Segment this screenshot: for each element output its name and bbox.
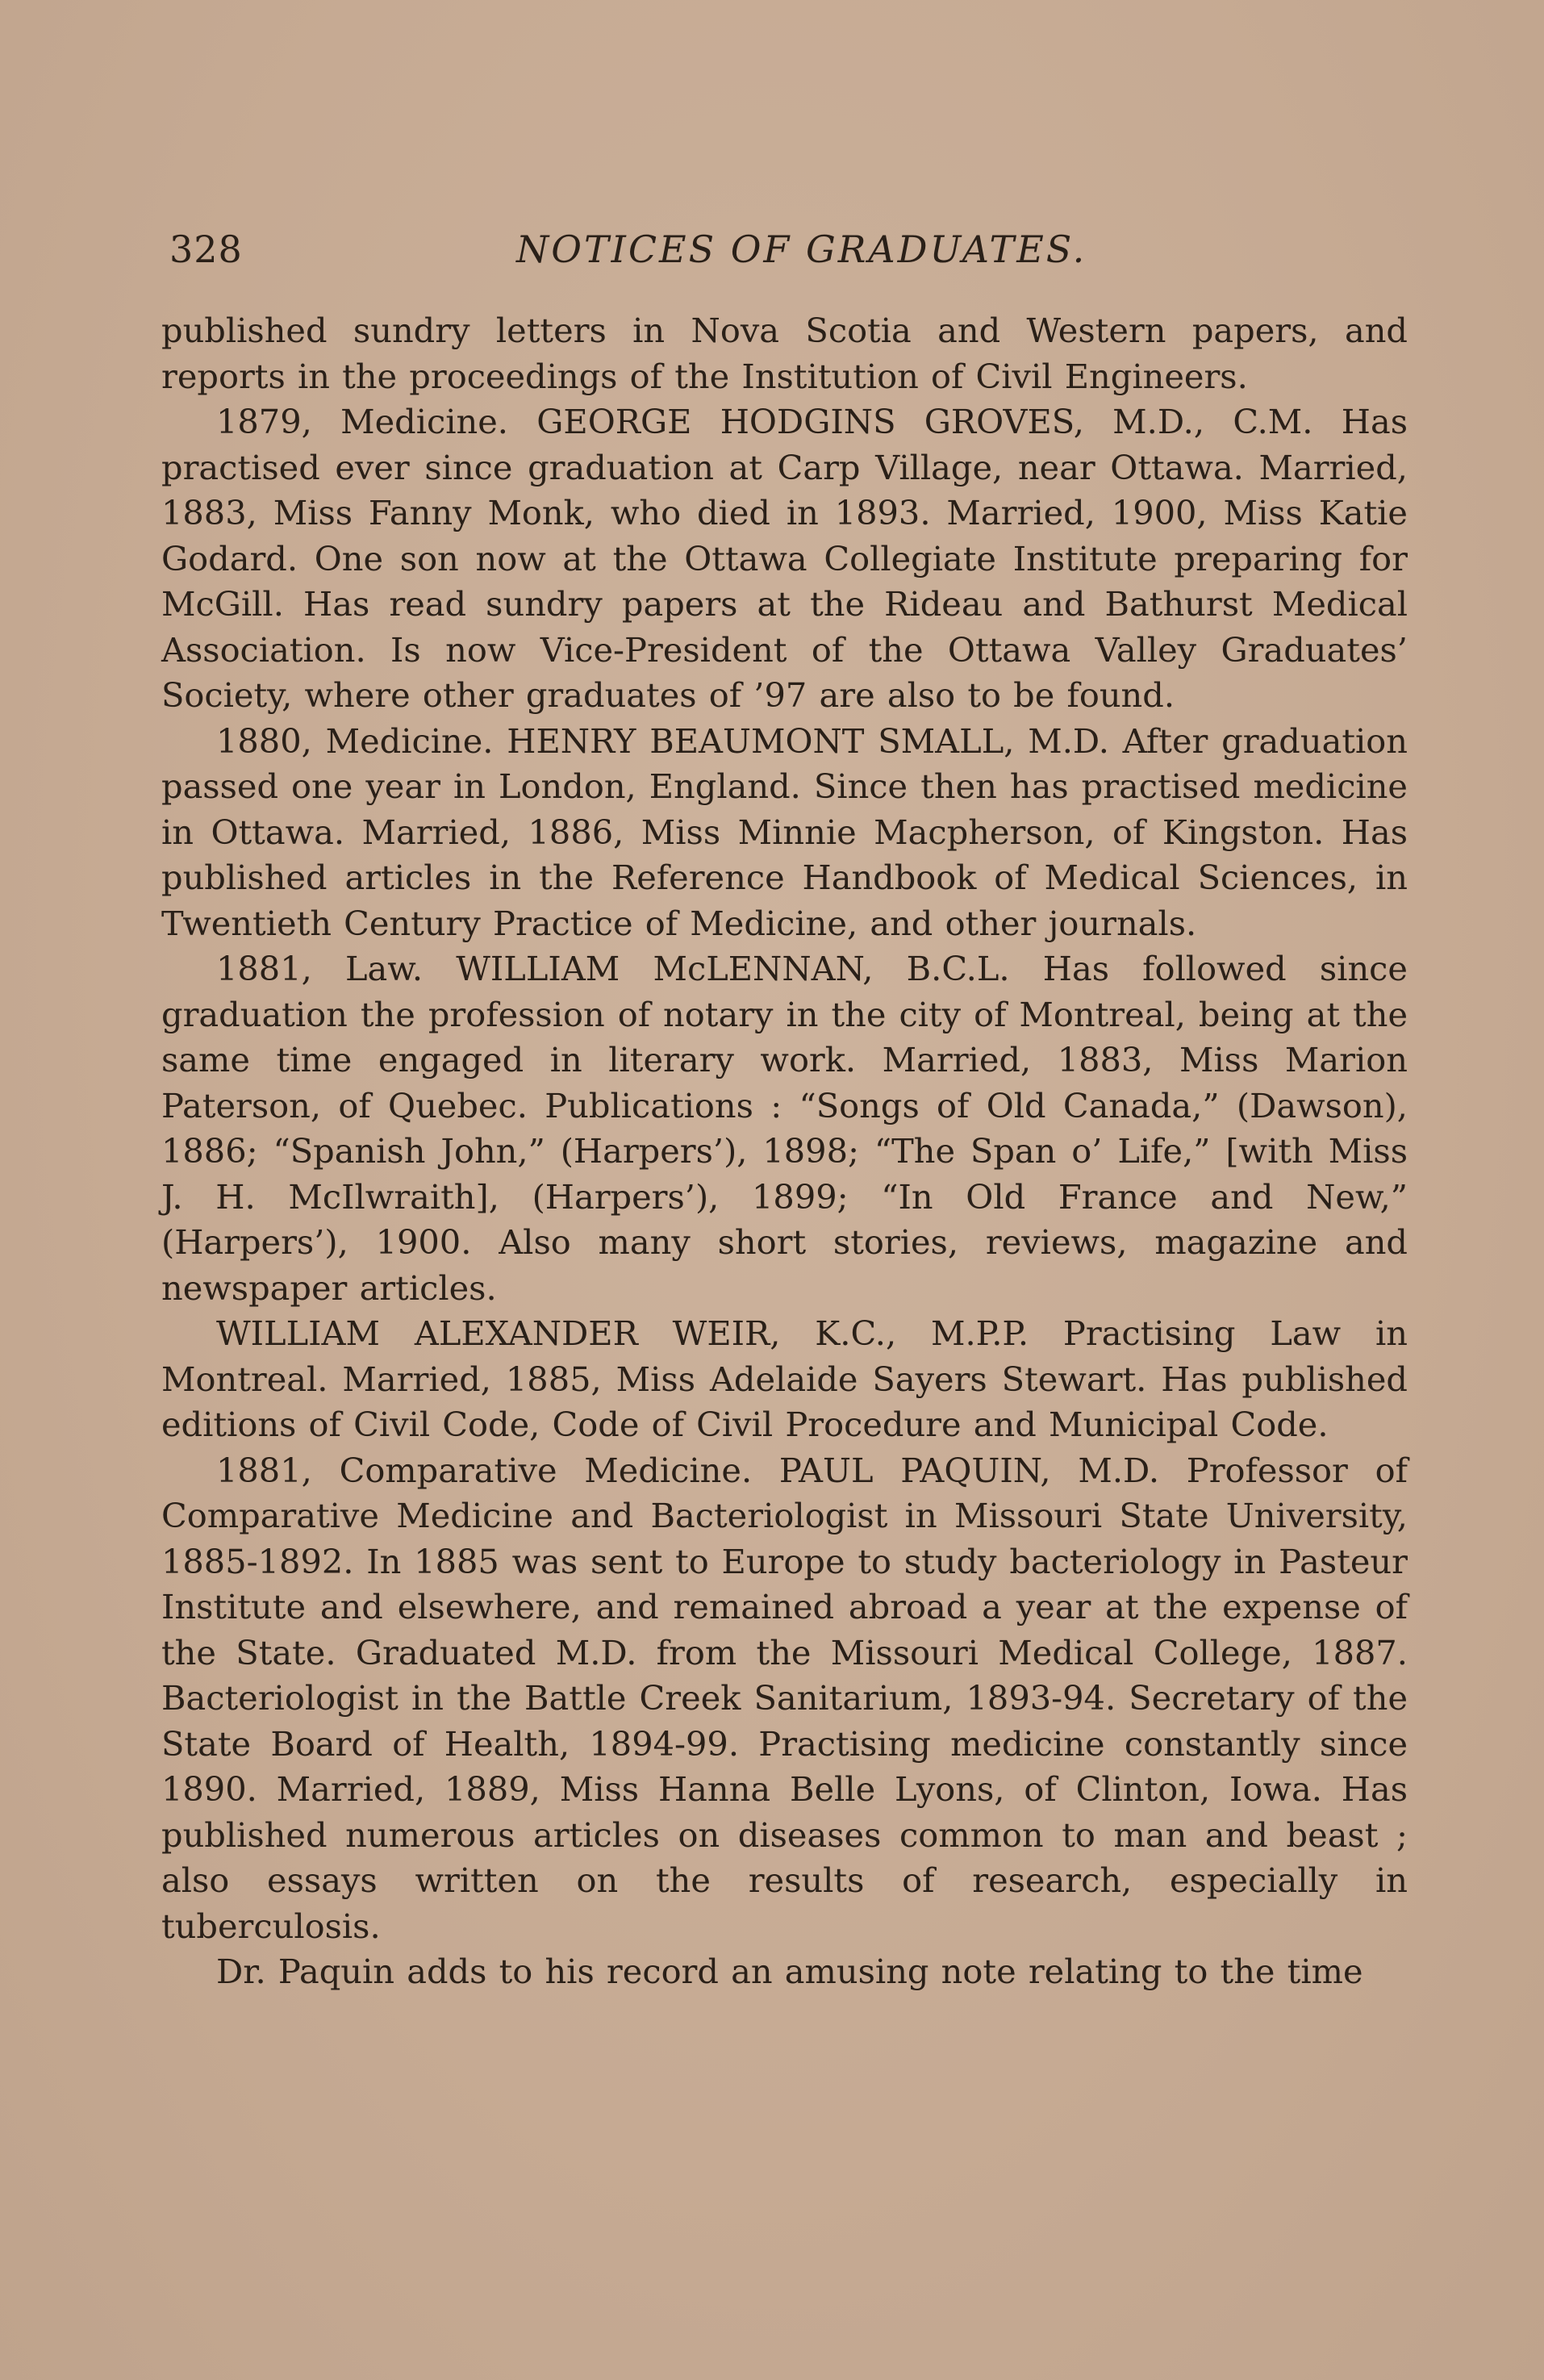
- paragraph-groves: 1879, Medicine. GEORGE HODGINS GROVES, M.D., C.M. Has practised ever since graduation at Carp Village, near Ottawa. Married, 1883, Miss Fanny Monk, who died in 1893. Married, 1900, Miss Katie Godard. One son now at the Ottawa Collegiate Institute preparing for McGill. Has read sundry papers at the Rideau and Bathurst Medical Association. Is now Vice-President of the Ottawa Valley Graduates’ Society, where other graduates of ’97 are also to be found.: [161, 402, 1408, 715]
- paragraph-small: 1880, Medicine. HENRY BEAUMONT SMALL, M.D. After graduation passed one year in London, England. Since then has practised medicine in Ottawa. Married, 1886, Miss Minnie Macpherson, of Kingston. Has published articles in the Reference Handbook of Medical Sciences, in Twentieth Century Practice of Medicine, and other journals.: [161, 720, 1408, 943]
- running-title: NOTICES OF GRADUATES.: [516, 228, 1087, 271]
- page-number: 328: [169, 228, 243, 271]
- paragraph-weir: WILLIAM ALEXANDER WEIR, K.C., M.P.P. Practising Law in Montreal. Married, 1885, Miss Adelaide Sayers Stewart. Has published editions of Civil Code, Code of Civil Procedure and Municipal Code.: [161, 1313, 1408, 1444]
- page-header: [169, 228, 1412, 284]
- paragraph-paquin-note: Dr. Paquin adds to his record an amusing note relating to the time: [216, 1952, 1363, 1991]
- paragraph-paquin: 1881, Comparative Medicine. PAUL PAQUIN, M.D. Professor of Comparative Medicine and Bacteriologist in Missouri State University, 1885-1892. In 1885 was sent to Europe to study bacteriology in Pasteur Institute and elsewhere, and remained abroad a year at the expense of the State. Graduated M.D. from the Missouri Medical College, 1887. Bacteriologist in the Battle Creek Sanitarium, 1893-94. Secretary of the State Board of Health, 1894-99. Practising medicine constantly since 1890. Married, 1889, Miss Hanna Belle Lyons, of Clinton, Iowa. Has published numerous articles on diseases common to man and beast ; also essays written on the results of research, especially in tuberculosis.: [161, 1450, 1408, 1946]
- page-body: [161, 308, 1408, 1995]
- paragraph-continuation: published sundry letters in Nova Scotia and Western papers, and reports in the proceedings of the Institution of Civil Engineers.: [161, 311, 1408, 396]
- paragraph-mclennan: 1881, Law. WILLIAM McLENNAN, B.C.L. Has followed since graduation the profession of notary in the city of Montreal, being at the same time engaged in literary work. Married, 1883, Miss Marion Paterson, of Quebec. Publications : “Songs of Old Canada,” (Dawson), 1886; “Spanish John,” (Harpers’), 1898; “The Span o’ Life,” [with Miss J. H. McIlwraith], (Harpers’), 1899; “In Old France and New,” (Harpers’), 1900. Also many short stories, reviews, magazine and newspaper articles.: [161, 949, 1408, 1308]
